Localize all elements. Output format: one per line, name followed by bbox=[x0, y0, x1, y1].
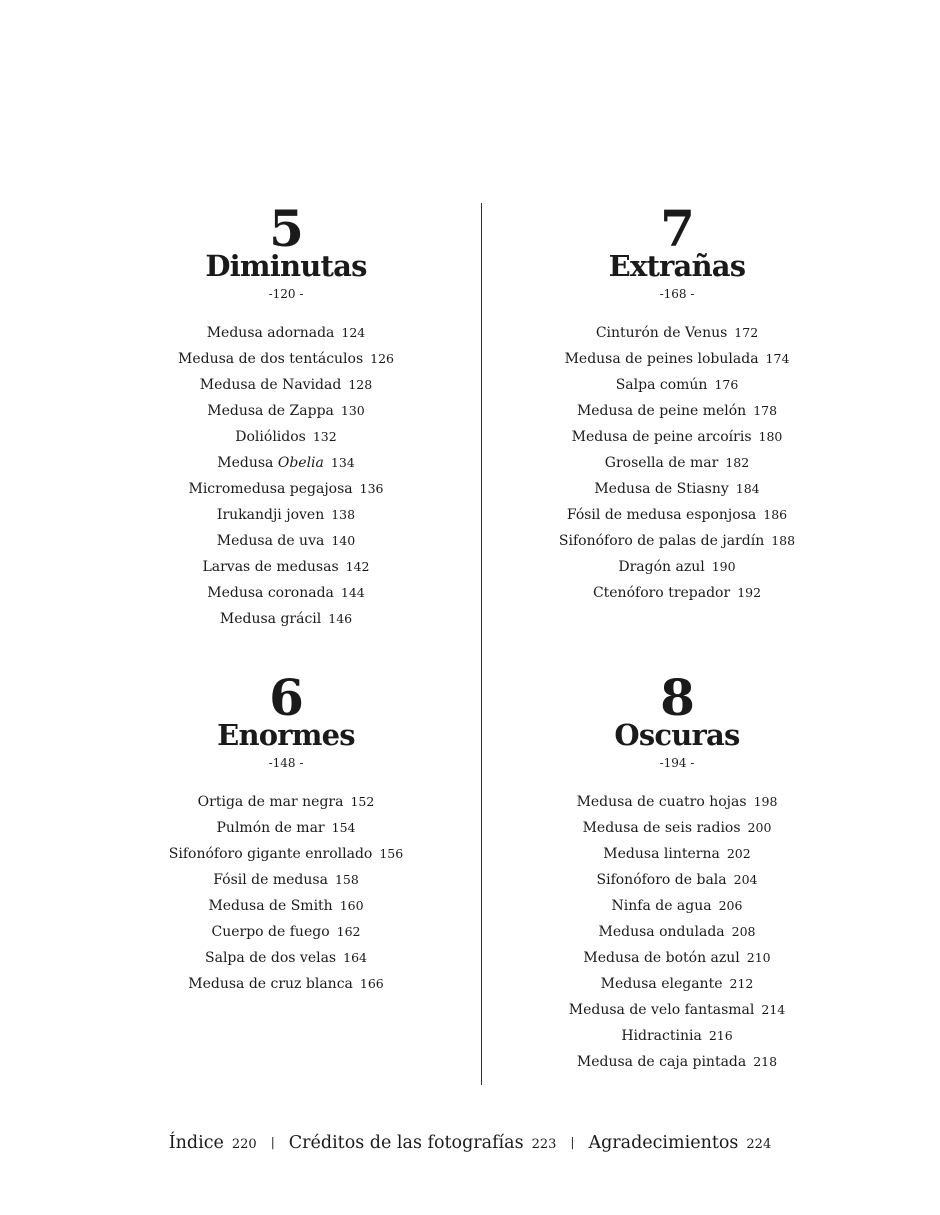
section-title: Diminutas bbox=[205, 249, 367, 283]
entry-page-number: 152 bbox=[350, 794, 375, 809]
entry-page-number: 186 bbox=[763, 507, 788, 522]
section-page: -148 - bbox=[268, 756, 304, 770]
section-page: -194 - bbox=[659, 756, 695, 770]
entry-page-number: 166 bbox=[359, 976, 384, 991]
toc-entry: Sifonóforo de palas de jardín 188 bbox=[558, 533, 796, 549]
entry-page-number: 192 bbox=[737, 585, 762, 600]
toc-entry: Ninfa de agua 206 bbox=[611, 898, 743, 914]
toc-entry: Medusa de caja pintada 218 bbox=[576, 1054, 778, 1070]
section-number: 7 bbox=[660, 199, 694, 258]
toc-entry: Cinturón de Venus 172 bbox=[595, 325, 759, 341]
entry-page-number: 138 bbox=[331, 507, 356, 522]
toc-entry: Medusa de peines lobulada 174 bbox=[564, 351, 790, 367]
entry-page-number: 164 bbox=[343, 950, 367, 965]
toc-entry: Salpa común 176 bbox=[615, 377, 739, 393]
footer-nav bbox=[0, 1133, 940, 1153]
toc-entry: Salpa de dos velas 164 bbox=[205, 950, 367, 966]
entry-page-number: 214 bbox=[761, 1002, 786, 1017]
entry-page-number: 156 bbox=[379, 846, 404, 861]
footer-item-agradecimientos: Agradecimientos 224 bbox=[588, 1133, 772, 1153]
entry-page-number: 180 bbox=[758, 429, 783, 444]
entry-page-number: 200 bbox=[747, 820, 772, 835]
entry-page-number: 160 bbox=[339, 898, 364, 913]
entry-page-number: 204 bbox=[733, 872, 758, 887]
section-6-enormes bbox=[121, 668, 451, 997]
entry-page-number: 210 bbox=[746, 950, 771, 965]
toc-entry: Medusa de seis radios 200 bbox=[582, 820, 772, 836]
entry-page-number: 176 bbox=[714, 377, 739, 392]
entry-list bbox=[121, 320, 451, 632]
entry-list bbox=[512, 320, 842, 606]
toc-entry: Medusa Obelia 134 bbox=[217, 455, 355, 471]
toc-entry: Fósil de medusa 158 bbox=[213, 872, 359, 888]
toc-entry: Medusa de peine melón 178 bbox=[576, 403, 778, 419]
toc-entry: Ortiga de mar negra 152 bbox=[197, 794, 375, 810]
entry-page-number: 218 bbox=[753, 1054, 778, 1069]
entry-page-number: 134 bbox=[330, 455, 355, 470]
toc-entry: Medusa de Navidad 128 bbox=[199, 377, 373, 393]
column-divider bbox=[481, 203, 482, 1085]
entry-page-number: 144 bbox=[340, 585, 365, 600]
toc-entry: Larvas de medusas 142 bbox=[202, 559, 370, 575]
section-8-oscuras bbox=[512, 668, 842, 1075]
toc-entry: Medusa de botón azul 210 bbox=[583, 950, 771, 966]
section-number: 8 bbox=[660, 668, 694, 727]
footer-item-creditos: Créditos de las fotografías 223 bbox=[288, 1133, 557, 1153]
entry-page-number: 130 bbox=[340, 403, 365, 418]
toc-entry: Sifonóforo gigante enrollado 156 bbox=[168, 846, 404, 862]
footer-separator: | bbox=[270, 1135, 275, 1149]
section-title: Enormes bbox=[217, 718, 355, 752]
entry-page-number: 140 bbox=[331, 533, 356, 548]
entry-page-number: 182 bbox=[725, 455, 750, 470]
toc-entry: Fósil de medusa esponjosa 186 bbox=[566, 507, 788, 523]
toc-entry: Medusa de Smith 160 bbox=[208, 898, 364, 914]
toc-entry: Medusa de peine arcoíris 180 bbox=[571, 429, 783, 445]
entry-page-number: 178 bbox=[753, 403, 778, 418]
entry-page-number: 202 bbox=[726, 846, 751, 861]
entry-page-number: 216 bbox=[708, 1028, 733, 1043]
toc-entry: Doliólidos 132 bbox=[235, 429, 337, 445]
entry-page-number: 208 bbox=[731, 924, 756, 939]
toc-entry: Medusa grácil 146 bbox=[219, 611, 353, 627]
toc-entry: Medusa de cruz blanca 166 bbox=[188, 976, 384, 992]
toc-entry: Irukandji joven 138 bbox=[216, 507, 356, 523]
toc-entry: Pulmón de mar 154 bbox=[216, 820, 356, 836]
entry-page-number: 188 bbox=[771, 533, 796, 548]
toc-entry: Medusa adornada 124 bbox=[206, 325, 366, 341]
toc-entry: Medusa de uva 140 bbox=[216, 533, 356, 549]
section-page: -168 - bbox=[659, 287, 695, 301]
footer-separator: | bbox=[570, 1135, 575, 1149]
entry-page-number: 126 bbox=[370, 351, 394, 366]
entry-page-number: 190 bbox=[711, 559, 736, 574]
toc-entry: Medusa ondulada 208 bbox=[598, 924, 756, 940]
toc-entry: Medusa coronada 144 bbox=[207, 585, 365, 601]
entry-page-number: 124 bbox=[341, 325, 366, 340]
section-title: Oscuras bbox=[614, 718, 740, 752]
toc-entry: Medusa linterna 202 bbox=[603, 846, 751, 862]
entry-page-number: 158 bbox=[334, 872, 359, 887]
section-page: -120 - bbox=[268, 287, 304, 301]
toc-entry: Medusa de Zappa 130 bbox=[207, 403, 365, 419]
toc-entry: Medusa de cuatro hojas 198 bbox=[576, 794, 778, 810]
toc-entry: Sifonóforo de bala 204 bbox=[596, 872, 758, 888]
section-title: Extrañas bbox=[608, 249, 746, 283]
entry-page-number: 136 bbox=[359, 481, 384, 496]
toc-entry: Hidractinia 216 bbox=[621, 1028, 733, 1044]
entry-page-number: 154 bbox=[331, 820, 356, 835]
entry-page-number: 146 bbox=[328, 611, 353, 626]
entry-list bbox=[512, 789, 842, 1075]
toc-entry: Micromedusa pegajosa 136 bbox=[188, 481, 384, 497]
entry-page-number: 172 bbox=[734, 325, 759, 340]
toc-entry: Medusa de dos tentáculos 126 bbox=[177, 351, 394, 367]
entry-page-number: 162 bbox=[336, 924, 361, 939]
toc-entry: Medusa de velo fantasmal 214 bbox=[568, 1002, 786, 1018]
toc-entry: Grosella de mar 182 bbox=[604, 455, 750, 471]
section-7-extranas bbox=[512, 199, 842, 606]
section-5-diminutas bbox=[121, 199, 451, 632]
section-number: 6 bbox=[269, 668, 303, 727]
entry-page-number: 128 bbox=[348, 377, 373, 392]
entry-page-number: 184 bbox=[735, 481, 760, 496]
entry-list bbox=[121, 789, 451, 997]
section-number: 5 bbox=[269, 199, 303, 258]
entry-page-number: 174 bbox=[765, 351, 790, 366]
entry-page-number: 132 bbox=[312, 429, 337, 444]
entry-page-number: 206 bbox=[718, 898, 743, 913]
entry-page-number: 142 bbox=[345, 559, 370, 574]
entry-page-number: 212 bbox=[729, 976, 754, 991]
footer-item-indice: Índice 220 bbox=[168, 1133, 257, 1153]
toc-entry: Dragón azul 190 bbox=[618, 559, 736, 575]
toc-entry: Cuerpo de fuego 162 bbox=[211, 924, 361, 940]
entry-page-number: 198 bbox=[753, 794, 778, 809]
toc-entry: Medusa de Stiasny 184 bbox=[594, 481, 760, 497]
toc-entry: Ctenóforo trepador 192 bbox=[592, 585, 762, 601]
toc-entry: Medusa elegante 212 bbox=[600, 976, 754, 992]
